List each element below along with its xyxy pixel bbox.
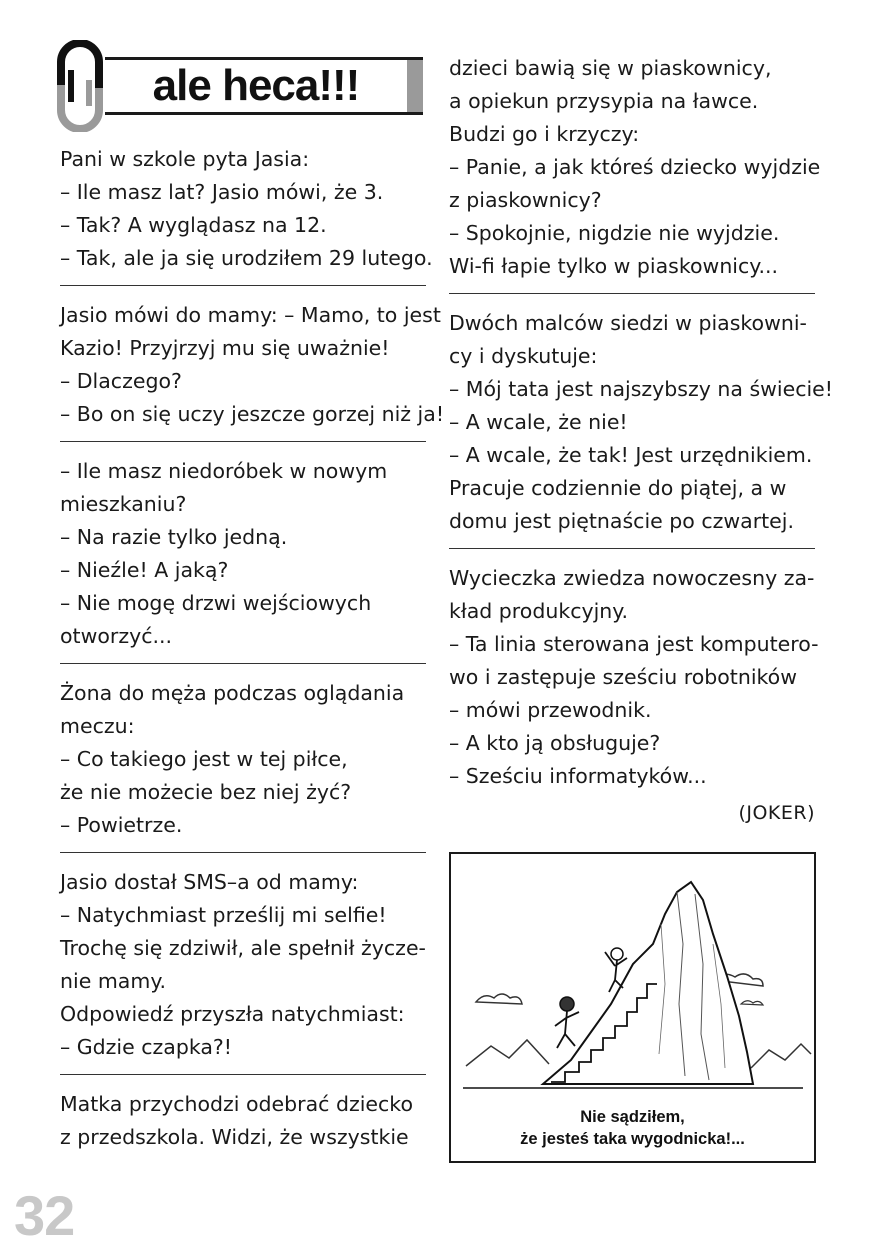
joke-line: – Nie mogę drzwi wejściowych [60,591,372,615]
caption-line: Nie sądziłem, [580,1108,685,1126]
cartoon-panel [449,852,816,1163]
joke [60,677,426,853]
joke-line: Żona do męża podczas oglądania [60,681,405,705]
joke-line: otworzyć... [60,624,173,648]
joke [60,455,426,664]
joke-line: – Na razie tylko jedną. [60,525,288,549]
joke-line: – A wcale, że nie! [449,410,628,434]
joke-line: cy i dyskutuje: [449,344,598,368]
joke-line: – Bo on się uczy jeszcze gorzej niż ja! [60,402,445,426]
joke [449,307,834,549]
joke-line: – Nieźle! A jaką? [60,558,229,582]
caption-line: że jesteś taka wygodnicka!... [520,1130,745,1148]
joke-source: (JOKER) [738,802,815,824]
joke-line: – Ile masz lat? Jasio mówi, że 3. [60,180,384,204]
joke-line: Jasio dostał SMS–a od mamy: [60,870,359,894]
joke [449,562,819,840]
joke-line: – Co takiego jest w tej piłce, [60,747,348,771]
joke-line: wo i zastępuje sześciu robotników [449,665,797,689]
joke-line: – Panie, a jak któreś dziecko wyjdzie [449,155,821,179]
joke-line: – Gdzie czapka?! [60,1035,233,1059]
page-number: 32 [14,1184,75,1247]
title-accent-bar [407,60,423,112]
joke-line: – Natychmiast prześlij mi selfie! [60,903,387,927]
joke-line: Trochę się zdziwił, ale spełnił życze- [60,936,426,960]
joke [60,866,426,1075]
cartoon-caption [451,1106,814,1150]
section-title-box [105,57,423,115]
joke-line: Wi-fi łapie tylko w piaskownicy... [449,254,779,278]
joke-line: Wycieczka zwiedza nowoczesny za- [449,566,815,590]
joke-line: nie mamy. [60,969,167,993]
joke-line: dzieci bawią się w piaskownicy, [449,56,772,80]
joke-line: z przedszkola. Widzi, że wszystkie [60,1125,409,1149]
joke-line: – mówi przewodnik. [449,698,652,722]
joke-line: – Ta linia sterowana jest komputero- [449,632,819,656]
mountain-illustration [451,854,814,1104]
chain-link-logo-icon [57,40,103,132]
joke [60,299,445,442]
joke-line: – Mój tata jest najszybszy na świecie! [449,377,834,401]
joke-line: – Powietrze. [60,813,183,837]
joke-line: – Sześciu informatyków... [449,764,707,788]
joke-line: Pracuje codziennie do piątej, a w [449,476,787,500]
joke [60,143,433,286]
joke-line: domu jest piętnaście po czwartej. [449,509,794,533]
right-column [449,52,834,853]
joke-line: a opiekun przysypia na ławce. [449,89,759,113]
joke-line: mieszkaniu? [60,492,187,516]
joke-line: – Dlaczego? [60,369,182,393]
joke-line: Pani w szkole pyta Jasia: [60,147,310,171]
joke-line: – Spokojnie, nigdzie nie wyjdzie. [449,221,780,245]
joke-line: Jasio mówi do mamy: – Mamo, to jest [60,303,441,327]
section-title: ale heca!!! [152,61,360,110]
joke-line: Budzi go i krzyczy: [449,122,640,146]
joke-line: Dwóch malców siedzi w piaskowni- [449,311,807,335]
joke-line: – A kto ją obsługuje? [449,731,661,755]
joke-line: Matka przychodzi odebrać dziecko [60,1092,413,1116]
joke-line: meczu: [60,714,135,738]
joke-line: – Tak? A wyglądasz na 12. [60,213,327,237]
left-column [60,143,445,1177]
joke [60,1088,426,1164]
joke [449,52,821,294]
joke-line: Kazio! Przyjrzyj mu się uważnie! [60,336,390,360]
joke-line: – Tak, ale ja się urodziłem 29 lutego. [60,246,433,270]
joke-line: – Ile masz niedoróbek w nowym [60,459,388,483]
joke-line: – A wcale, że tak! Jest urzędnikiem. [449,443,813,467]
joke-line: że nie możecie bez niej żyć? [60,780,352,804]
joke-line: Odpowiedź przyszła natychmiast: [60,1002,405,1026]
joke-line: z piaskownicy? [449,188,602,212]
joke-line: kład produkcyjny. [449,599,629,623]
